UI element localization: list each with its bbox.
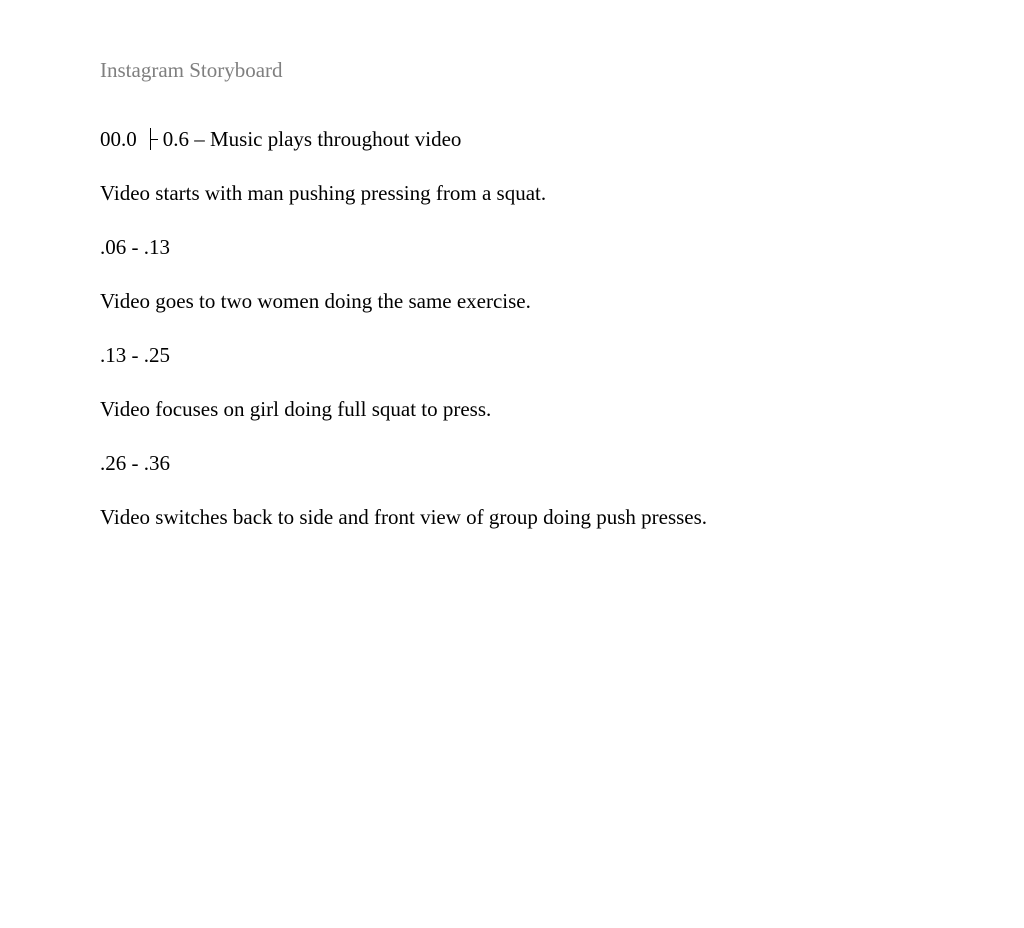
description-line-2: Video goes to two women doing the same exercise. [100, 289, 531, 313]
description-line-3: Video focuses on girl doing full squat to press. [100, 397, 492, 421]
timestamp-line-3: .13 - .25 [100, 343, 170, 367]
description-line-4: Video switches back to side and front view of group doing push presses. [100, 505, 708, 529]
document-body[interactable] [100, 126, 960, 558]
timestamp-rest: 0.6 – Music plays throughout video [162, 127, 462, 151]
timestamp-line-4: .26 - .36 [100, 451, 170, 475]
text-cursor-icon [147, 128, 159, 150]
description-line-1: Video starts with man pushing pressing from a squat. [100, 181, 547, 205]
timestamp-line-1 [100, 126, 960, 152]
timestamp-start: 00.0 [100, 127, 137, 151]
document-header: Instagram Storyboard [100, 58, 283, 82]
timestamp-line-2: .06 - .13 [100, 235, 170, 259]
